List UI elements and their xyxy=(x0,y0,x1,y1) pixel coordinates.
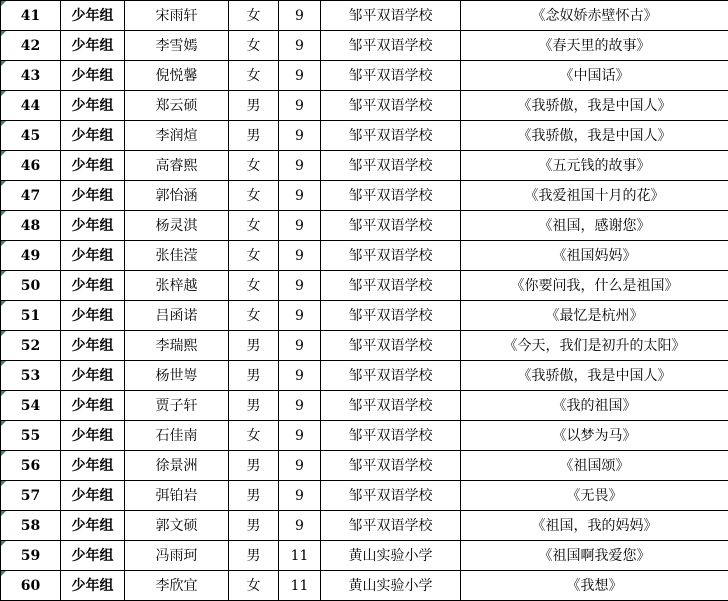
gender-cell[interactable]: 男 xyxy=(229,331,279,361)
table-row xyxy=(1,511,728,541)
group-cell[interactable]: 少年组 xyxy=(61,331,125,361)
group-cell[interactable]: 少年组 xyxy=(61,181,125,211)
age-cell[interactable]: 9 xyxy=(279,151,321,181)
row-number-cell[interactable]: 41 xyxy=(1,1,61,31)
school-cell[interactable]: 邹平双语学校 xyxy=(321,181,461,211)
school-cell[interactable]: 邹平双语学校 xyxy=(321,31,461,61)
title-cell[interactable]: 《念奴娇赤壁怀古》 xyxy=(461,1,728,31)
gender-cell[interactable]: 女 xyxy=(229,31,279,61)
gender-cell[interactable]: 男 xyxy=(229,121,279,151)
title-cell[interactable]: 《我骄傲，我是中国人》 xyxy=(461,121,728,151)
school-cell[interactable]: 邹平双语学校 xyxy=(321,511,461,541)
school-cell[interactable]: 邹平双语学校 xyxy=(321,301,461,331)
name-cell[interactable]: 弭铂岩 xyxy=(125,481,229,511)
name-cell[interactable]: 贾子轩 xyxy=(125,391,229,421)
school-cell[interactable]: 黄山实验小学 xyxy=(321,571,461,601)
age-cell[interactable]: 9 xyxy=(279,31,321,61)
participant-table-body xyxy=(1,1,728,601)
title-cell[interactable]: 《祖国颂》 xyxy=(461,451,728,481)
school-cell[interactable]: 邹平双语学校 xyxy=(321,451,461,481)
name-cell[interactable]: 杨灵淇 xyxy=(125,211,229,241)
group-cell[interactable]: 少年组 xyxy=(61,421,125,451)
title-cell[interactable]: 《祖国，感谢您》 xyxy=(461,211,728,241)
table-row xyxy=(1,481,728,511)
school-cell[interactable]: 邹平双语学校 xyxy=(321,61,461,91)
table-row xyxy=(1,211,728,241)
age-cell[interactable]: 9 xyxy=(279,301,321,331)
name-cell[interactable]: 高睿熙 xyxy=(125,151,229,181)
group-cell[interactable]: 少年组 xyxy=(61,241,125,271)
row-number-cell[interactable]: 60 xyxy=(1,571,61,601)
group-cell[interactable]: 少年组 xyxy=(61,301,125,331)
row-number-cell[interactable]: 51 xyxy=(1,301,61,331)
name-cell[interactable]: 吕函诺 xyxy=(125,301,229,331)
age-cell[interactable]: 11 xyxy=(279,571,321,601)
group-cell[interactable]: 少年组 xyxy=(61,451,125,481)
name-cell[interactable]: 宋雨轩 xyxy=(125,1,229,31)
name-cell[interactable]: 徐景洲 xyxy=(125,451,229,481)
title-cell[interactable]: 《我骄傲，我是中国人》 xyxy=(461,91,728,121)
row-number-cell[interactable]: 52 xyxy=(1,331,61,361)
title-cell[interactable]: 《祖国，我的妈妈》 xyxy=(461,511,728,541)
title-cell[interactable]: 《我的祖国》 xyxy=(461,391,728,421)
age-cell[interactable]: 9 xyxy=(279,121,321,151)
group-cell[interactable]: 少年组 xyxy=(61,211,125,241)
name-cell[interactable]: 冯雨珂 xyxy=(125,541,229,571)
gender-cell[interactable]: 女 xyxy=(229,211,279,241)
table-row xyxy=(1,91,728,121)
school-cell[interactable]: 邹平双语学校 xyxy=(321,1,461,31)
row-number-cell[interactable]: 43 xyxy=(1,61,61,91)
school-cell[interactable]: 邹平双语学校 xyxy=(321,121,461,151)
gender-cell[interactable]: 女 xyxy=(229,151,279,181)
row-number-cell[interactable]: 58 xyxy=(1,511,61,541)
group-cell[interactable]: 少年组 xyxy=(61,571,125,601)
name-cell[interactable]: 李润煊 xyxy=(125,121,229,151)
row-number-cell[interactable]: 49 xyxy=(1,241,61,271)
group-cell[interactable]: 少年组 xyxy=(61,1,125,31)
school-cell[interactable]: 邹平双语学校 xyxy=(321,211,461,241)
name-cell[interactable]: 倪悦馨 xyxy=(125,61,229,91)
name-cell[interactable]: 张佳滢 xyxy=(125,241,229,271)
group-cell[interactable]: 少年组 xyxy=(61,31,125,61)
gender-cell[interactable]: 男 xyxy=(229,541,279,571)
age-cell[interactable]: 9 xyxy=(279,181,321,211)
age-cell[interactable]: 9 xyxy=(279,421,321,451)
title-cell[interactable]: 《你要问我，什么是祖国》 xyxy=(461,271,728,301)
school-cell[interactable]: 邹平双语学校 xyxy=(321,151,461,181)
age-cell[interactable]: 9 xyxy=(279,211,321,241)
title-cell[interactable]: 《我骄傲，我是中国人》 xyxy=(461,361,728,391)
gender-cell[interactable]: 女 xyxy=(229,241,279,271)
gender-cell[interactable]: 男 xyxy=(229,511,279,541)
row-number-cell[interactable]: 55 xyxy=(1,421,61,451)
table-row xyxy=(1,271,728,301)
title-cell[interactable]: 《以梦为马》 xyxy=(461,421,728,451)
row-number-cell[interactable]: 50 xyxy=(1,271,61,301)
row-number-cell[interactable]: 47 xyxy=(1,181,61,211)
title-cell[interactable]: 《祖国啊我爱您》 xyxy=(461,541,728,571)
group-cell[interactable]: 少年组 xyxy=(61,481,125,511)
table-row xyxy=(1,571,728,601)
table-row xyxy=(1,361,728,391)
age-cell[interactable]: 11 xyxy=(279,541,321,571)
name-cell[interactable]: 郑云硕 xyxy=(125,91,229,121)
row-number-cell[interactable]: 48 xyxy=(1,211,61,241)
title-cell[interactable]: 《祖国妈妈》 xyxy=(461,241,728,271)
row-number-cell[interactable]: 42 xyxy=(1,31,61,61)
table-row xyxy=(1,451,728,481)
gender-cell[interactable]: 女 xyxy=(229,421,279,451)
title-cell[interactable]: 《五元钱的故事》 xyxy=(461,151,728,181)
title-cell[interactable]: 《最忆是杭州》 xyxy=(461,301,728,331)
table-row xyxy=(1,331,728,361)
school-cell[interactable]: 邹平双语学校 xyxy=(321,481,461,511)
age-cell[interactable]: 9 xyxy=(279,1,321,31)
row-number-cell[interactable]: 56 xyxy=(1,451,61,481)
name-cell[interactable]: 石佳南 xyxy=(125,421,229,451)
table-row xyxy=(1,151,728,181)
school-cell[interactable]: 黄山实验小学 xyxy=(321,541,461,571)
table-row xyxy=(1,181,728,211)
school-cell[interactable]: 邹平双语学校 xyxy=(321,361,461,391)
table-row xyxy=(1,541,728,571)
row-number-cell[interactable]: 54 xyxy=(1,391,61,421)
table-row xyxy=(1,421,728,451)
age-cell[interactable]: 9 xyxy=(279,331,321,361)
row-number-cell[interactable]: 57 xyxy=(1,481,61,511)
age-cell[interactable]: 9 xyxy=(279,391,321,421)
school-cell[interactable]: 邹平双语学校 xyxy=(321,391,461,421)
age-cell[interactable]: 9 xyxy=(279,61,321,91)
table-row xyxy=(1,1,728,31)
name-cell[interactable]: 杨世㟧 xyxy=(125,361,229,391)
gender-cell[interactable]: 男 xyxy=(229,91,279,121)
table-row xyxy=(1,241,728,271)
gender-cell[interactable]: 男 xyxy=(229,481,279,511)
row-number-cell[interactable]: 45 xyxy=(1,121,61,151)
school-cell[interactable]: 邹平双语学校 xyxy=(321,241,461,271)
group-cell[interactable]: 少年组 xyxy=(61,61,125,91)
table-row xyxy=(1,121,728,151)
school-cell[interactable]: 邹平双语学校 xyxy=(321,91,461,121)
age-cell[interactable]: 9 xyxy=(279,271,321,301)
gender-cell[interactable]: 女 xyxy=(229,61,279,91)
gender-cell[interactable]: 男 xyxy=(229,391,279,421)
group-cell[interactable]: 少年组 xyxy=(61,391,125,421)
name-cell[interactable]: 李雪嫣 xyxy=(125,31,229,61)
title-cell[interactable]: 《今天，我们是初升的太阳》 xyxy=(461,331,728,361)
table-row xyxy=(1,391,728,421)
table-row xyxy=(1,31,728,61)
age-cell[interactable]: 9 xyxy=(279,511,321,541)
school-cell[interactable]: 邹平双语学校 xyxy=(321,271,461,301)
title-cell[interactable]: 《无畏》 xyxy=(461,481,728,511)
gender-cell[interactable]: 男 xyxy=(229,451,279,481)
table-row xyxy=(1,301,728,331)
row-number-cell[interactable]: 44 xyxy=(1,91,61,121)
group-cell[interactable]: 少年组 xyxy=(61,271,125,301)
gender-cell[interactable]: 女 xyxy=(229,571,279,601)
title-cell[interactable]: 《我想》 xyxy=(461,571,728,601)
age-cell[interactable]: 9 xyxy=(279,451,321,481)
title-cell[interactable]: 《中国话》 xyxy=(461,61,728,91)
name-cell[interactable]: 郭怡涵 xyxy=(125,181,229,211)
group-cell[interactable]: 少年组 xyxy=(61,151,125,181)
gender-cell[interactable]: 女 xyxy=(229,301,279,331)
gender-cell[interactable]: 男 xyxy=(229,361,279,391)
name-cell[interactable]: 李瑞熙 xyxy=(125,331,229,361)
row-number-cell[interactable]: 59 xyxy=(1,541,61,571)
age-cell[interactable]: 9 xyxy=(279,91,321,121)
title-cell[interactable]: 《春天里的故事》 xyxy=(461,31,728,61)
row-number-cell[interactable]: 46 xyxy=(1,151,61,181)
table-row xyxy=(1,61,728,91)
name-cell[interactable]: 郭文硕 xyxy=(125,511,229,541)
name-cell[interactable]: 李欣宜 xyxy=(125,571,229,601)
age-cell[interactable]: 9 xyxy=(279,361,321,391)
group-cell[interactable]: 少年组 xyxy=(61,511,125,541)
title-cell[interactable]: 《我爱祖国十月的花》 xyxy=(461,181,728,211)
gender-cell[interactable]: 女 xyxy=(229,181,279,211)
row-number-cell[interactable]: 53 xyxy=(1,361,61,391)
group-cell[interactable]: 少年组 xyxy=(61,361,125,391)
group-cell[interactable]: 少年组 xyxy=(61,121,125,151)
school-cell[interactable]: 邹平双语学校 xyxy=(321,331,461,361)
age-cell[interactable]: 9 xyxy=(279,481,321,511)
school-cell[interactable]: 邹平双语学校 xyxy=(321,421,461,451)
gender-cell[interactable]: 女 xyxy=(229,271,279,301)
group-cell[interactable]: 少年组 xyxy=(61,541,125,571)
gender-cell[interactable]: 女 xyxy=(229,1,279,31)
age-cell[interactable]: 9 xyxy=(279,241,321,271)
name-cell[interactable]: 张梓越 xyxy=(125,271,229,301)
group-cell[interactable]: 少年组 xyxy=(61,91,125,121)
